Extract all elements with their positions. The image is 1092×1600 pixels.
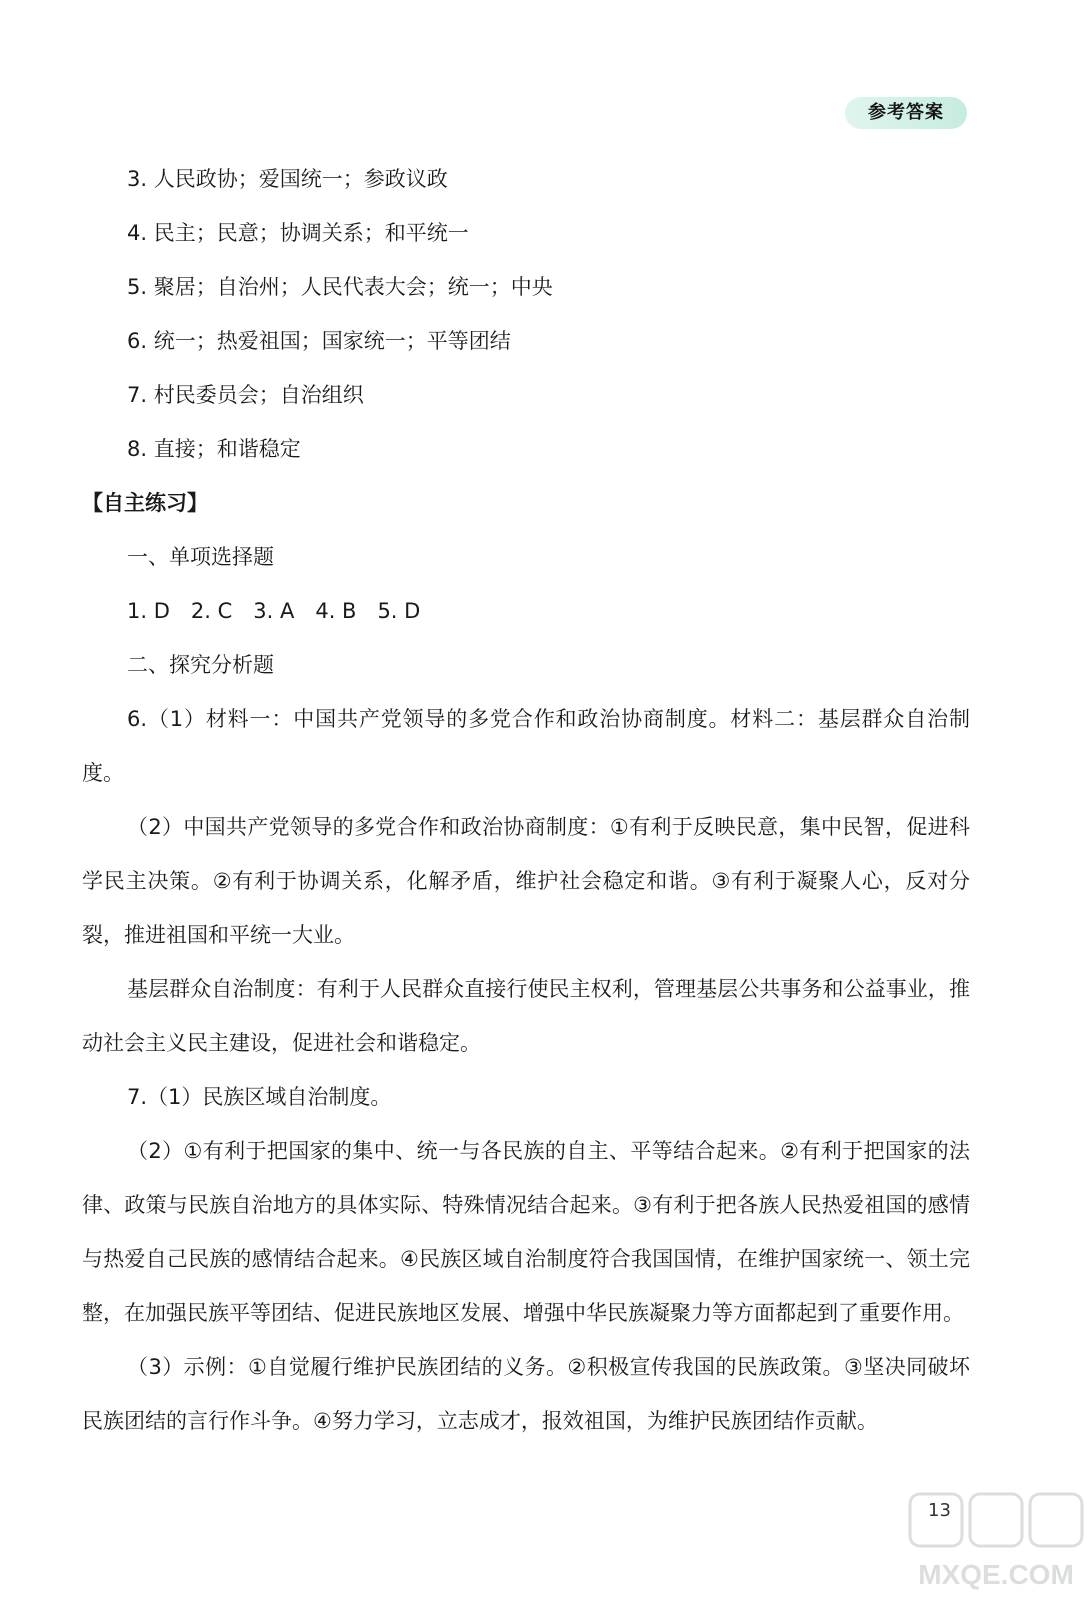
part1-title: 一、单项选择题 [127,545,274,569]
page-number: 13 [928,1500,951,1521]
answer-line-7: 7. 村民委员会；自治组织 [127,383,364,407]
part1-answers: 1. D 2. C 3. A 4. B 5. D [127,599,421,623]
paragraph-7-2: （2）①有利于把国家的集中、统一与各民族的自主、平等结合起来。②有利于把国家的法律、政策与民族自治地方的具体实际、特殊情况结合起来。③有利于把各族人民热爱祖国的感情与热爱自己民族的感情结合起来。④民族区域自治制度符合我国国情，在维护国家统一、领土完整，在加强民族平等团结、促进民族地区发展、增强中华民族凝聚力等方面都起到了重要作用。 [82,1139,970,1325]
paragraph-6-1: 6.（1）材料一：中国共产党领导的多党合作和政治协商制度。材料二：基层群众自治制度。 [82,707,970,785]
answer-line-8: 8. 直接；和谐稳定 [127,437,301,461]
part2-title: 二、探究分析题 [127,653,274,677]
answer-key-badge: 参考答案 [845,97,967,129]
watermark-text: MXQE.COM [918,1559,1074,1590]
answer-line-4: 4. 民主；民意；协调关系；和平统一 [127,221,469,245]
paragraph-7-3: （3）示例：①自觉履行维护民族团结的义务。②积极宣传我国的民族政策。③坚决同破坏民族团结的言行作斗争。④努力学习，立志成才，报效祖国，为维护民族团结作贡献。 [82,1355,970,1433]
watermark-logo [900,1488,1092,1600]
answer-content [82,152,970,1448]
paragraph-6-2: （2）中国共产党领导的多党合作和政治协商制度：①有利于反映民意，集中民智，促进科学民主决策。②有利于协调关系，化解矛盾，维护社会稳定和谐。③有利于凝聚人心，反对分裂，推进祖国和平统一大业。 [82,815,970,947]
answer-line-3: 3. 人民政协；爱国统一；参政议政 [127,167,448,191]
answer-line-5: 5. 聚居；自治州；人民代表大会；统一；中央 [127,275,553,299]
paragraph-7-1: 7.（1）民族区域自治制度。 [127,1085,392,1109]
answer-line-6: 6. 统一；热爱祖国；国家统一；平等团结 [127,329,511,353]
section-title: 【自主练习】 [82,491,208,515]
paragraph-6-2-grassroots: 基层群众自治制度：有利于人民群众直接行使民主权利，管理基层公共事务和公益事业，推动社会主义民主建设，促进社会和谐稳定。 [82,977,970,1055]
